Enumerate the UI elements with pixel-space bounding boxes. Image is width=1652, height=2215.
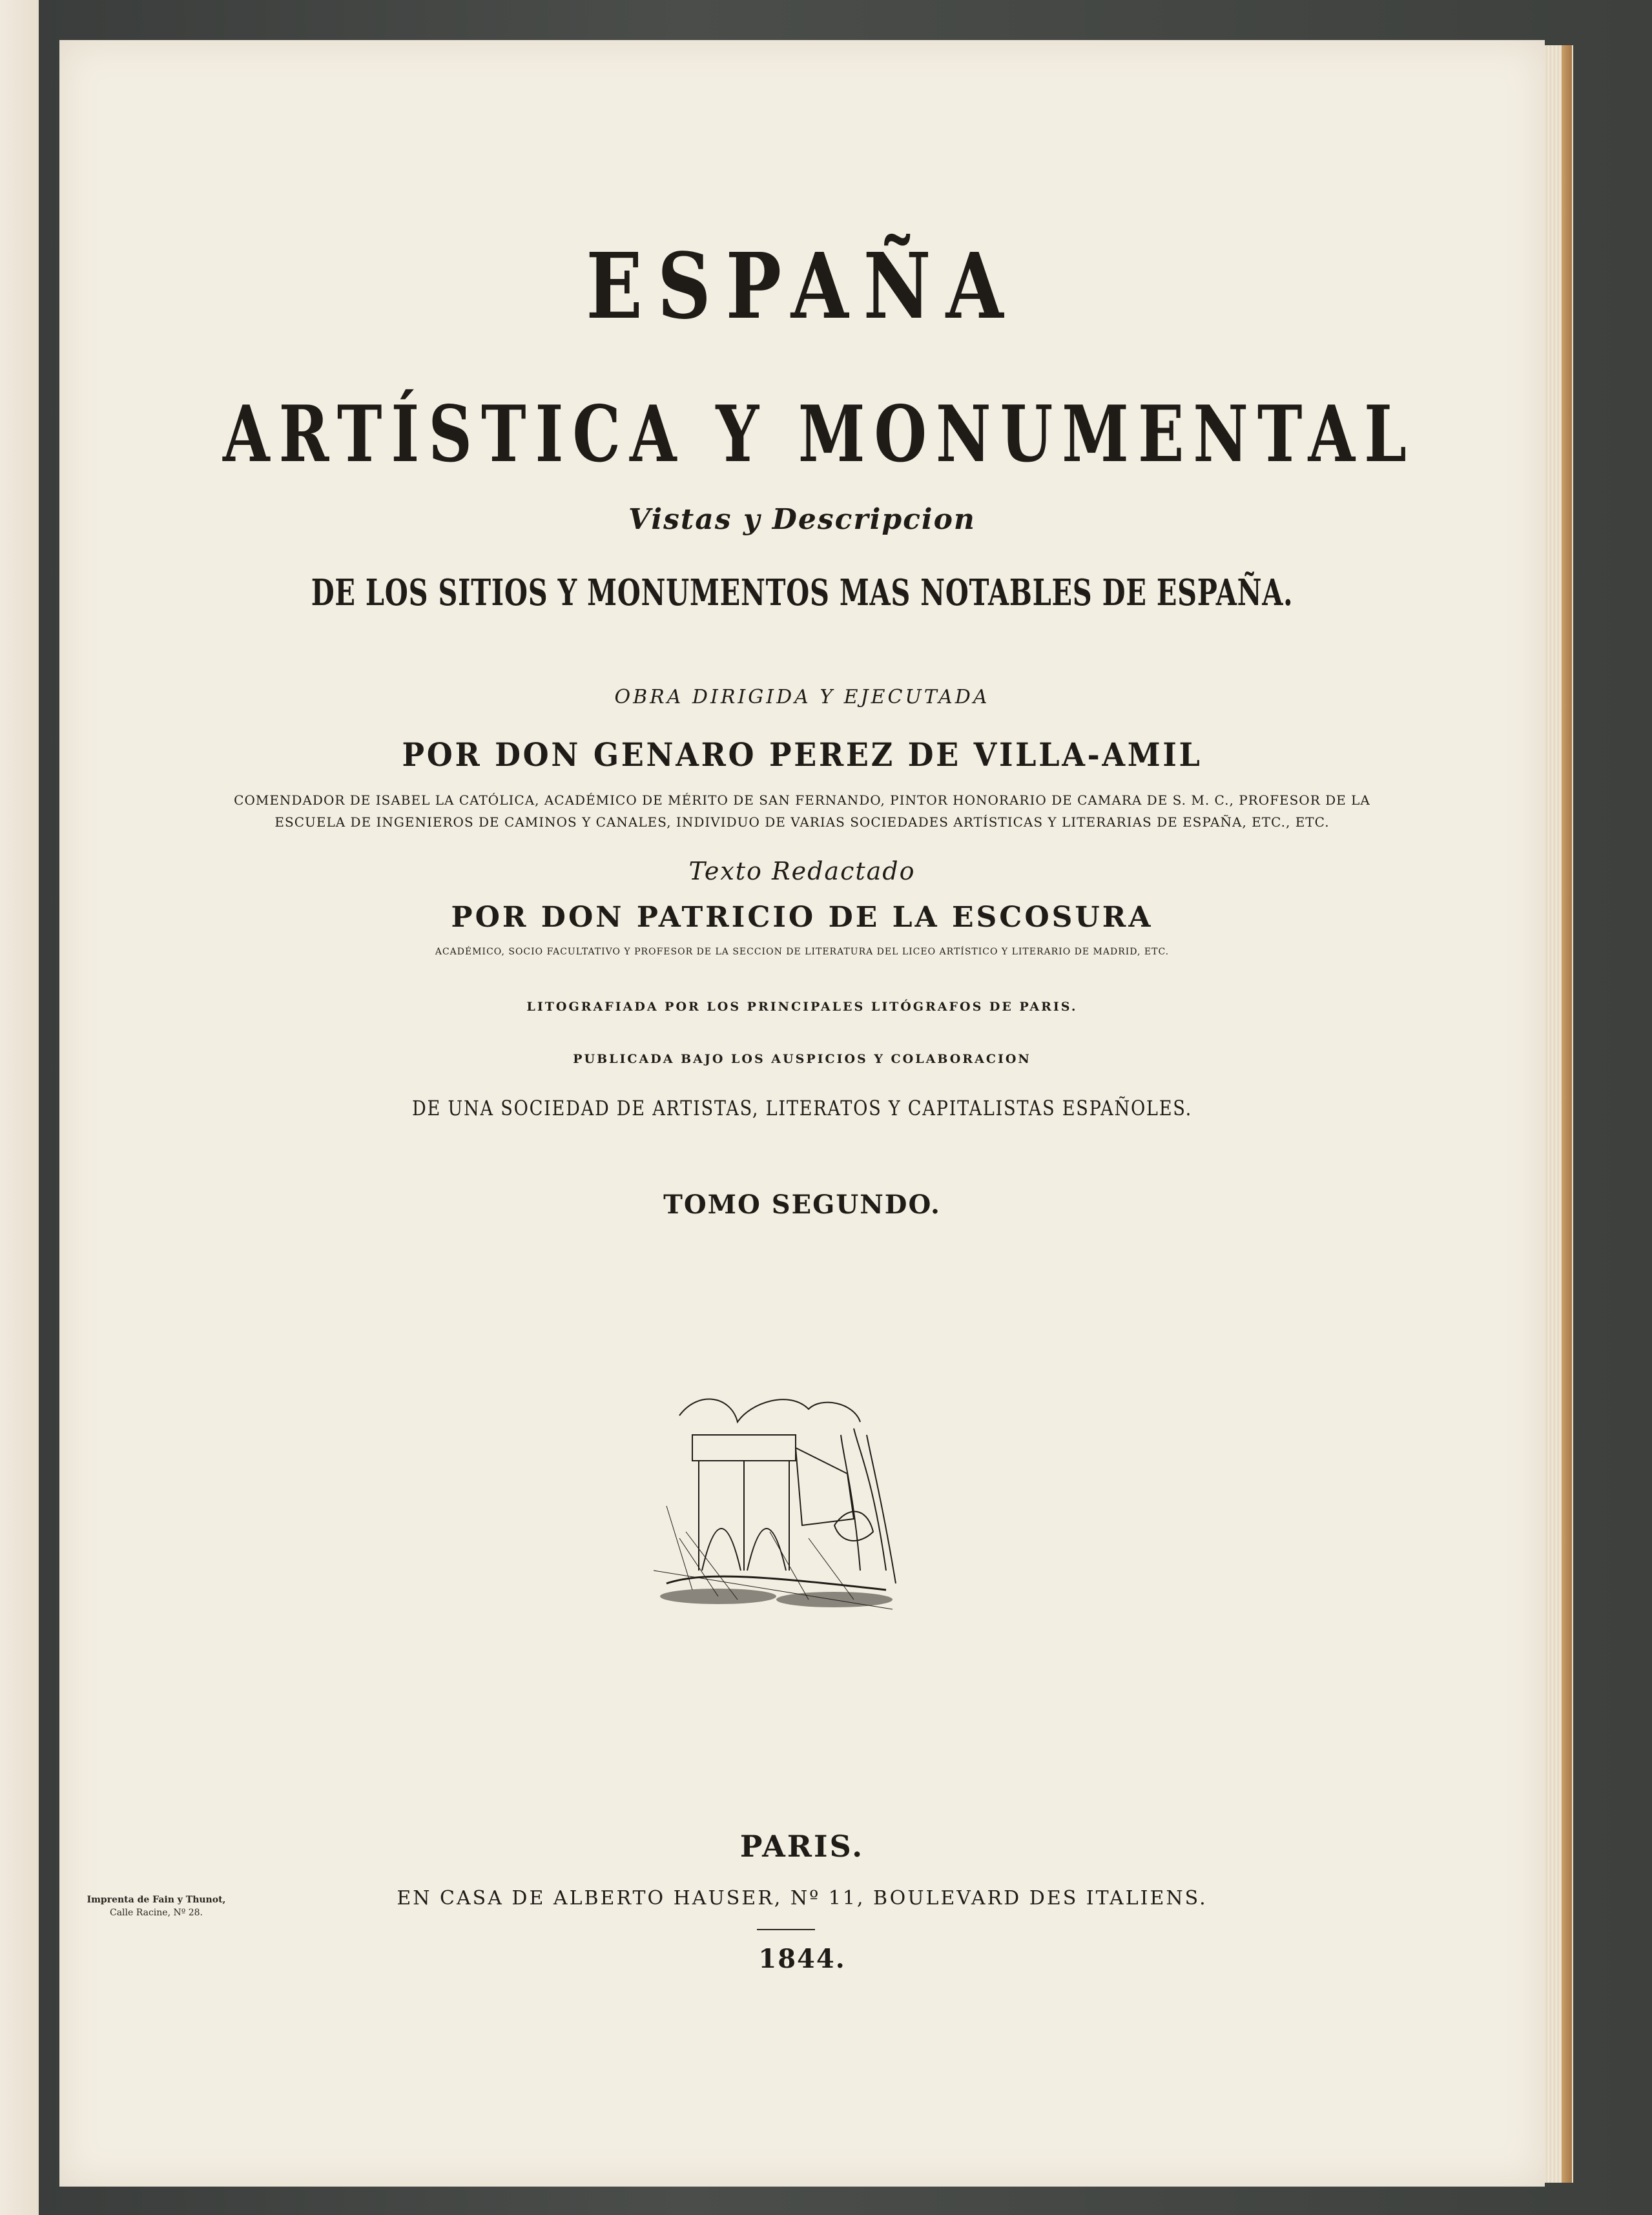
author-villa-amil-titles: COMENDADOR DE ISABEL LA CATÓLICA, ACADÉMICO DE MÉRITO DE SAN FERNANDO, PINTOR HONORARIO DE CAMARA DE S. M. C., PROFESOR DE LA ESCUELA DE INGENIEROS DE CAMINOS Y CANALES, INDIVIDUO DE VARIAS SOCIEDADES ARTÍSTICAS Y LITERARIAS DE ESPAÑA, ETC., ETC. bbox=[234, 792, 1370, 830]
printer-name: Imprenta de Fain y Thunot, bbox=[87, 1895, 226, 1905]
imprint-city: PARIS. bbox=[739, 1829, 865, 1864]
litografiada-line: LITOGRAFIADA POR LOS PRINCIPALES LITÓGRAFOS DE PARIS. bbox=[526, 1000, 1078, 1014]
gothic-ruin-engraving-icon bbox=[641, 1377, 912, 1635]
imprint-year: 1844. bbox=[758, 1944, 846, 1974]
imprint-rule bbox=[757, 1929, 815, 1930]
volume-label: TOMO SEGUNDO. bbox=[663, 1190, 941, 1220]
texto-line: Texto Redactado bbox=[688, 857, 916, 885]
main-title: ESPAÑA bbox=[586, 234, 1018, 340]
author-villa-amil: POR DON GENARO PEREZ DE VILLA-AMIL bbox=[402, 736, 1203, 774]
printer-address: Calle Racine, Nº 28. bbox=[109, 1908, 203, 1918]
imprint-publisher: EN CASA DE ALBERTO HAUSER, Nº 11, BOULEVARD DES ITALIENS. bbox=[397, 1887, 1208, 1910]
title-page bbox=[59, 40, 1545, 2187]
obra-line: OBRA DIRIGIDA Y EJECUTADA bbox=[614, 686, 990, 708]
printer-note bbox=[85, 1893, 227, 1919]
sociedad-line: DE UNA SOCIEDAD DE ARTISTAS, LITERATOS Y CAPITALISTAS ESPAÑOLES. bbox=[412, 1096, 1192, 1120]
author-escosura-titles: ACADÉMICO, SOCIO FACULTATIVO Y PROFESOR DE LA SECCION DE LITERATURA DEL LICEO ARTÍSTICO Y LITERARIO DE MADRID, ETC. bbox=[435, 947, 1170, 957]
gilt-edge bbox=[1562, 45, 1572, 2183]
subtitle: ARTÍSTICA Y MONUMENTAL bbox=[223, 389, 1416, 480]
author-escosura: POR DON PATRICIO DE LA ESCOSURA bbox=[451, 901, 1153, 934]
publicada-line: PUBLICADA BAJO LOS AUSPICIOS Y COLABORACION bbox=[573, 1052, 1031, 1066]
vistas-line: Vistas y Descripcion bbox=[628, 503, 976, 536]
sitios-line: DE LOS SITIOS Y MONUMENTOS MAS NOTABLES DE ESPAÑA. bbox=[311, 572, 1294, 614]
